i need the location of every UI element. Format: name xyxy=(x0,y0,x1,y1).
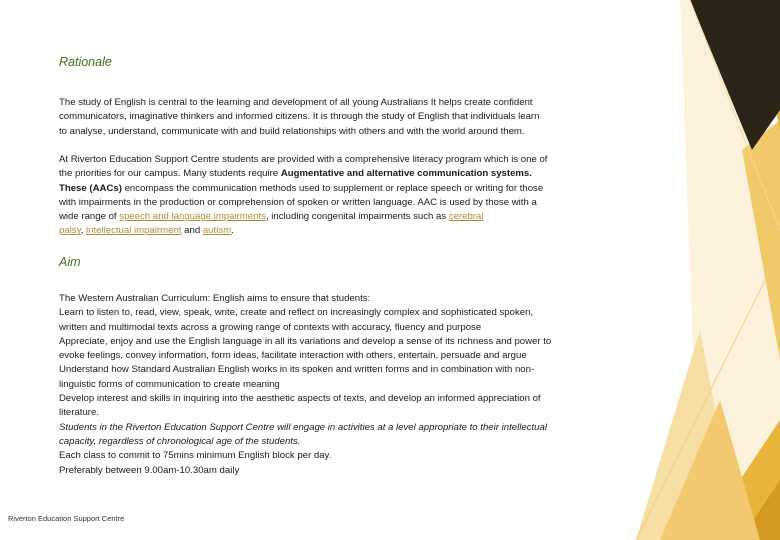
text-line xyxy=(59,167,625,181)
bold-text-aac: Augmentative and alternative communication systems. xyxy=(280,168,532,180)
text-line: At Riverton Education Support Centre students are provided with a comprehensive literacy program which is one of xyxy=(59,154,548,165)
text-line xyxy=(59,182,625,196)
text-run: encompass the communication methods used to supplement or replace speech or writing for those xyxy=(121,182,544,194)
heading-rationale: Rationale xyxy=(59,55,112,69)
text-run: and xyxy=(181,225,203,237)
rationale-paragraph-1 xyxy=(59,96,625,139)
text-run: . xyxy=(231,225,234,237)
text-line: The Western Australian Curriculum: English aims to ensure that students: xyxy=(59,293,371,304)
footer-text: Riverton Education Support Centre xyxy=(8,514,125,523)
text-run: the priorities for our campus. Many students require xyxy=(59,168,281,180)
italic-text-line: capacity, regardless of chronological age of the students. xyxy=(59,435,301,447)
text-line xyxy=(59,210,625,224)
bold-text-aacs: These (AACs) xyxy=(59,182,122,194)
text-line: Understand how Standard Australian English works in its spoken and written forms and in combination with non- xyxy=(59,364,535,376)
text-run: , including congenital impairments such as xyxy=(265,211,449,223)
text-line: Develop interest and skills in inquiring into the aesthetic aspects of texts, and develop an informed appreciation of xyxy=(59,393,541,405)
text-run: , xyxy=(80,225,87,237)
text-line: written and multimodal texts across a growing range of contexts with accuracy, fluency and purpose xyxy=(59,321,482,333)
text-line: with impairments in the production or comprehension of spoken or written language. AAC is used by those with a xyxy=(59,196,537,208)
italic-text-line: Students in the Riverton Education Support Centre will engage in activities at a level appropriate to their intellectual xyxy=(59,421,547,433)
text-line: communicators, imaginative thinkers and informed citizens. It is through the study of English that individuals learn xyxy=(59,111,540,123)
rationale-paragraph-2 xyxy=(59,153,625,239)
link-cerebral-palsy[interactable]: palsy xyxy=(59,225,81,237)
link-intellectual-impairment[interactable]: intellectual impairment xyxy=(86,225,182,237)
text-line: Learn to listen to, read, view, speak, write, create and reflect on increasingly complex and sophisticated spoken, xyxy=(59,307,534,319)
text-line xyxy=(59,224,625,238)
text-run: wide range of xyxy=(59,211,120,223)
text-line: to analyse, understand, communicate with and build relationships with others and with the world around them. xyxy=(59,125,525,137)
text-line: Each class to commit to 75mins minimum English block per day. xyxy=(59,450,332,462)
aim-paragraph xyxy=(59,292,625,478)
link-autism[interactable]: autism xyxy=(202,225,232,237)
link-cerebral-palsy[interactable]: cerebral xyxy=(448,211,484,223)
text-line: Appreciate, enjoy and use the English language in all its variations and develop a sense of its richness and power to xyxy=(59,335,552,347)
link-speech-language-impairments[interactable]: speech and language impairments xyxy=(119,211,266,223)
text-line: evoke feelings, convey information, form ideas, facilitate interaction with others, entertain, persuade and argue xyxy=(59,350,527,362)
text-line: literature. xyxy=(59,407,99,419)
heading-aim: Aim xyxy=(59,255,81,269)
text-line: Preferably between 9.00am-10.30am daily xyxy=(59,464,240,476)
text-line: linguistic forms of communication to create meaning xyxy=(59,378,280,390)
text-line: The study of English is central to the learning and development of all young Australians It helps create confident xyxy=(59,97,533,108)
